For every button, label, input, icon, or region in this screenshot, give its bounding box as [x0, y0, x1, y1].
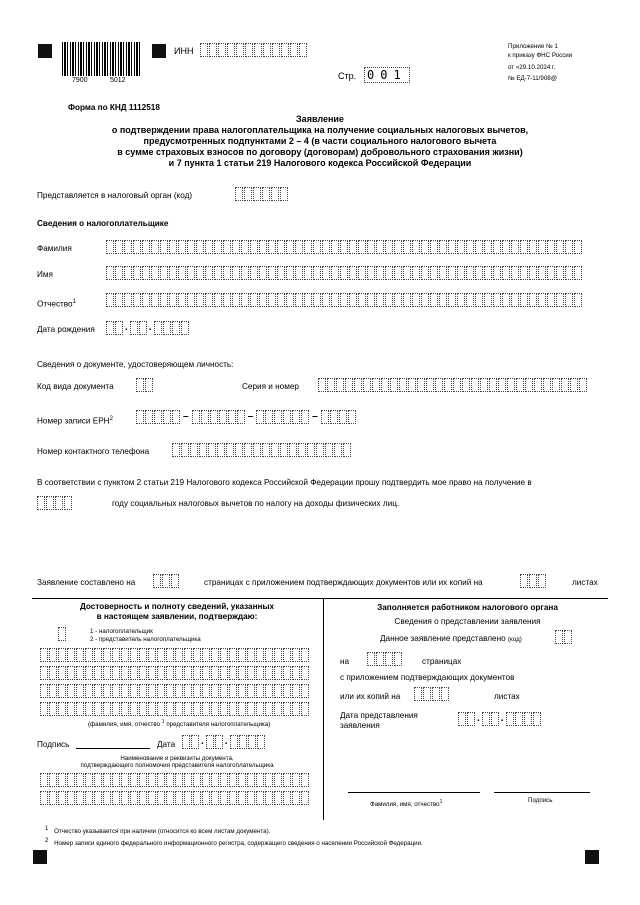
appendix-number: № ЕД-7-11/908@ — [508, 75, 557, 82]
inn-input-cells[interactable] — [200, 43, 307, 57]
ern-label-text: Номер записи ЕРН — [37, 416, 110, 426]
staff-pages-cells[interactable] — [367, 652, 402, 666]
appendix-line2: к приказу ФНС России — [508, 52, 573, 59]
staff-fio-caption — [370, 799, 442, 808]
authority-document-grid[interactable] — [40, 773, 309, 805]
submitted-code-cells[interactable] — [555, 630, 572, 644]
phone-label: Номер контактного телефона — [37, 447, 150, 456]
request-year-cells[interactable] — [37, 496, 72, 510]
tax-authority-cells[interactable] — [235, 187, 288, 201]
request-text: В соответствии с пунктом 2 статьи 219 Налогового кодекса Российской Федерации прошу подтвердить мое право на получение в — [37, 478, 532, 487]
pages-suffix: листах — [572, 578, 598, 587]
authority-document-caption — [32, 755, 322, 769]
doc-caption-line2: подтверждающего полномочия представителя налогоплательщика — [80, 762, 274, 769]
doc-type-code-cells[interactable] — [136, 378, 153, 392]
series-number-label: Серия и номер — [242, 382, 299, 391]
footnote-1-text: Отчество указывается при наличии (относится ко всем листам документа). — [54, 828, 271, 836]
pages-middle: страницах с приложением подтверждающих документов или их копий на — [204, 578, 483, 587]
patronymic-label-text: Отчество — [37, 299, 73, 309]
appendix-date: от «29.10.2024 г. — [508, 64, 556, 71]
title-line1: Заявление — [296, 114, 344, 124]
vertical-divider — [323, 598, 324, 820]
footnote-ref-2: 2 — [109, 416, 113, 422]
staff-sheets-label: листах — [494, 692, 520, 701]
or-copies-label: или их копий на — [340, 692, 401, 701]
staff-fio-line[interactable] — [348, 792, 480, 793]
representative-name-caption — [88, 719, 270, 728]
footnote-2-text: Номер записи единого федерального информационного регистра, содержащего сведения о населении Российской Федерации. — [54, 840, 423, 848]
corner-marker-bottom-left — [33, 850, 47, 864]
ern-cells[interactable]: – – – — [136, 410, 356, 424]
title-line3: предусмотренных подпунктами 2 – 4 (в части социального налогового вычета — [143, 136, 497, 146]
representative-name-grid[interactable] — [40, 648, 309, 716]
sheets-count-cells[interactable] — [520, 574, 546, 588]
left-heading-line2: в настоящем заявлении, подтверждаю: — [96, 612, 258, 621]
patronymic-cells[interactable] — [106, 293, 582, 307]
staff-fio-text: Фамилия, имя, отчество — [370, 801, 440, 809]
patronymic-label — [37, 297, 76, 310]
barcode — [62, 42, 142, 76]
surname-cells[interactable] — [106, 240, 582, 254]
inn-label: ИНН — [174, 46, 194, 56]
footnote-1 — [45, 826, 270, 835]
name-caption-part1: (фамилия, имя, отчество — [88, 721, 161, 729]
pages-prefix: Заявление составлено на — [37, 578, 136, 587]
footnote-1-marker: 1 — [45, 826, 49, 832]
title-line5: и 7 пункта 1 статьи 219 Налогового кодекса Российской Федерации — [168, 158, 472, 168]
name-caption-footnote: 1 — [161, 719, 165, 725]
birth-date-cells[interactable]: . . — [106, 321, 189, 335]
footnote-ref-1: 1 — [72, 299, 76, 305]
footnote-2-marker: 2 — [45, 838, 49, 844]
page-label: Стр. — [338, 71, 357, 81]
signer-option-2: 2 - представитель налогоплательщика — [90, 636, 201, 643]
doc-type-code-label: Код вида документа — [37, 382, 114, 391]
staff-signature-line[interactable] — [494, 792, 590, 793]
barcode-number-right: 5012 — [110, 77, 126, 84]
with-docs-label: с приложением подтверждающих документов — [340, 673, 515, 682]
staff-sheets-cells[interactable] — [414, 687, 449, 701]
sign-date-label: Дата — [157, 740, 176, 749]
staff-pages-label: страницах — [422, 657, 462, 666]
ern-label — [37, 414, 113, 427]
submitted-code-hint: (код) — [507, 636, 522, 643]
submission-date-label-1: Дата представления — [340, 711, 418, 720]
corner-marker-bottom-right — [585, 850, 599, 864]
taxpayer-section-heading: Сведения о налогоплательщике — [37, 219, 169, 228]
section-divider — [32, 598, 608, 599]
signature-label: Подпись — [37, 740, 70, 749]
request-year-text: году социальных налоговых вычетов по налогу на доходы физических лиц. — [112, 499, 400, 508]
tax-authority-label: Представляется в налоговый орган (код) — [37, 191, 193, 200]
document-section-heading: Сведения о документе, удостоверяющем личность: — [37, 360, 234, 369]
phone-cells[interactable] — [172, 443, 351, 457]
submitted-code-text: Данное заявление представлено — [380, 634, 506, 643]
signer-option-1: 1 - налогоплательщик — [90, 628, 153, 635]
right-heading: Заполняется работником налогового органа — [377, 603, 558, 612]
birth-date-label: Дата рождения — [37, 325, 95, 334]
page-number: 001 — [364, 67, 410, 83]
title-line4: в сумме страховых взносов по договору (договорам) добровольного страхования жизни) — [117, 147, 523, 157]
knd-form-code: Форма по КНД 1112518 — [68, 103, 160, 112]
appendix-line1: Приложение № 1 — [508, 43, 558, 50]
sign-date-cells[interactable]: . . — [182, 735, 265, 749]
signer-type-cell[interactable] — [58, 627, 66, 641]
submitted-code-label — [380, 634, 522, 644]
document-title — [0, 114, 640, 169]
barcode-number-left: 7900 — [72, 77, 88, 84]
name-caption-part2: представителя налогоплательщика) — [166, 721, 271, 729]
staff-fio-footnote: 1 — [439, 799, 443, 805]
submission-date-label-2: заявления — [340, 721, 380, 730]
name-cells[interactable] — [106, 266, 582, 280]
submission-date-cells[interactable]: . . — [458, 712, 541, 726]
left-heading-line1: Достоверность и полноту сведений, указанных — [79, 602, 275, 611]
on-label: на — [340, 657, 350, 666]
right-panel-heading — [325, 603, 610, 627]
corner-marker-top-left — [38, 44, 52, 58]
series-number-cells[interactable] — [318, 378, 587, 392]
name-label: Имя — [37, 270, 53, 279]
left-panel-heading — [32, 602, 322, 622]
staff-signature-caption: Подпись — [528, 797, 553, 804]
doc-caption-line1: Наименование и реквизиты документа, — [120, 755, 234, 762]
surname-label: Фамилия — [37, 244, 72, 253]
footnote-2 — [45, 838, 423, 847]
title-line2: о подтверждении права налогоплательщика на получение социальных налоговых вычетов, — [111, 125, 529, 135]
pages-count-cells[interactable] — [153, 574, 179, 588]
signature-line[interactable] — [76, 748, 150, 749]
right-subheading: Сведения о представлении заявления — [394, 617, 541, 626]
corner-marker-top-mid — [152, 44, 166, 58]
